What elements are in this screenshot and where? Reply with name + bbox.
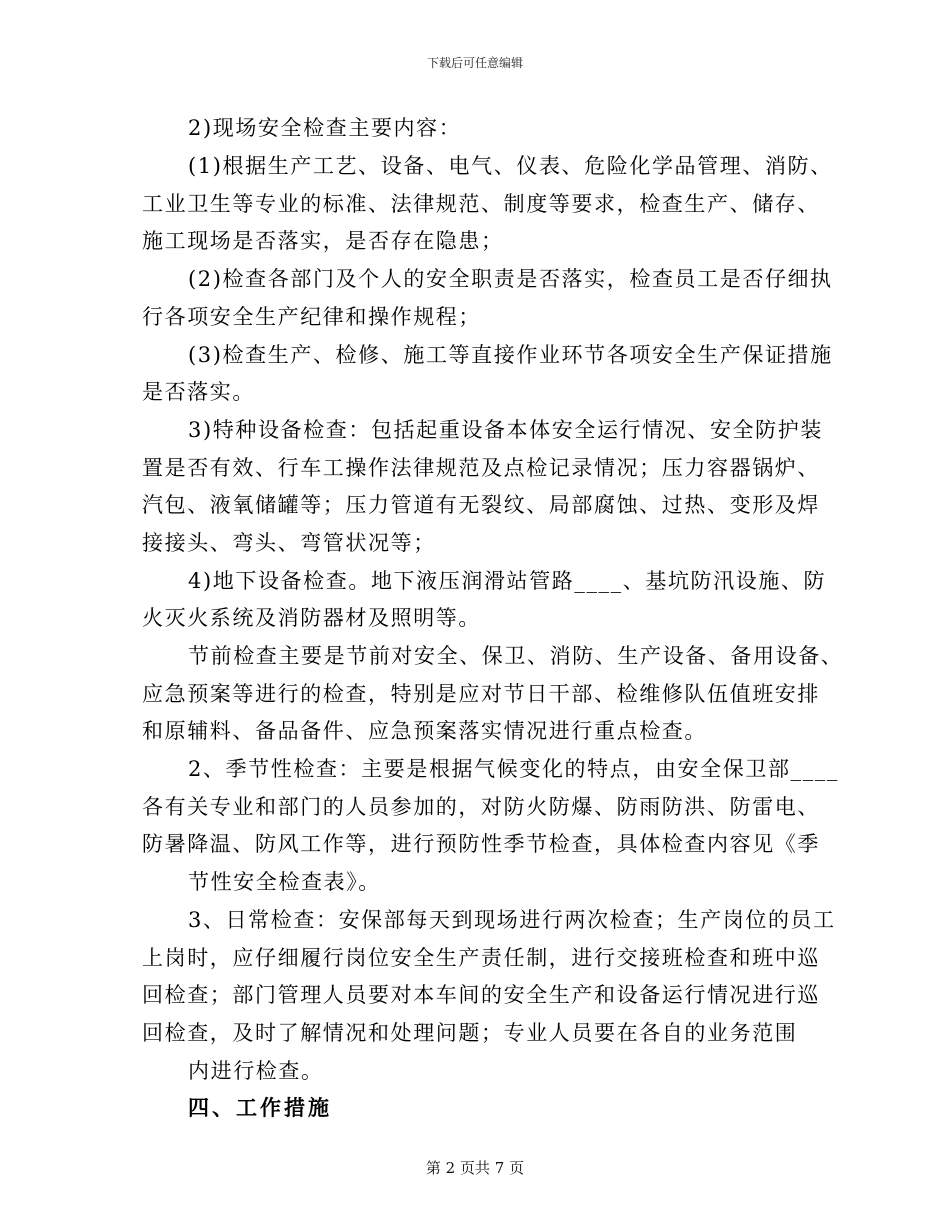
text-line: 接接头、弯头、弯管状况等； — [142, 531, 436, 555]
text-line: 行各项安全生产纪律和操作规程； — [142, 305, 481, 329]
text-line: 节性安全检查表》。 — [188, 870, 381, 894]
text-line: 2、季节性检查：主要是根据气候变化的特点，由安全保卫部____ — [188, 757, 839, 781]
text-line: 各有关专业和部门的人员参加的，对防火防爆、防雨防洪、防雷电、 — [142, 795, 820, 819]
text-line: 工业卫生等专业的标准、法律规范、制度等要求，检查生产、储存、 — [142, 192, 820, 216]
text-line: 节前检查主要是节前对安全、保卫、消防、生产设备、备用设备、 — [188, 644, 844, 668]
text-line: 内进行检查。 — [188, 1059, 324, 1083]
text-line: 4)地下设备检查。地下液压润滑站管路____、基坑防汛设施、防 — [188, 569, 827, 593]
text-line: 应急预案等进行的检查，特别是应对节日干部、检维修队伍值班安排 — [142, 682, 820, 706]
text-line: 3、日常检查：安保部每天到现场进行两次检查；生产岗位的员工 — [188, 908, 836, 932]
text-line: 上岗时，应仔细履行岗位安全生产责任制，进行交接班检查和班中巡 — [142, 946, 820, 970]
section-heading: 四、工作措施 — [188, 1096, 332, 1120]
text-line: 2)现场安全检查主要内容： — [188, 116, 462, 140]
text-line: 防暑降温、防风工作等，进行预防性季节检查，具体检查内容见《季 — [142, 832, 820, 856]
text-line: 施工现场是否落实，是否存在隐患； — [142, 229, 504, 253]
text-line: 回检查；部门管理人员要对本车间的安全生产和设备运行情况进行巡 — [142, 983, 820, 1007]
text-line: 3)特种设备检查：包括起重设备本体安全运行情况、安全防护装 — [188, 418, 823, 442]
text-line: 汽包、液氧储罐等；压力管道有无裂纹、局部腐蚀、过热、变形及焊 — [142, 493, 820, 517]
page-footer: 第 2 页共 7 页 — [425, 1159, 525, 1177]
text-line: (1)根据生产工艺、设备、电气、仪表、危险化学品管理、消防、 — [188, 154, 833, 178]
text-line: (2)检查各部门及个人的安全职责是否落实，检查员工是否仔细执 — [188, 267, 833, 291]
text-line: 和原辅料、备品备件、应急预案落实情况进行重点检查。 — [142, 719, 707, 743]
text-line: 火灭火系统及消防器材及照明等。 — [142, 606, 481, 630]
text-line: 回检查，及时了解情况和处理问题；专业人员要在各自的业务范围 — [142, 1021, 798, 1045]
text-line: 置是否有效、行车工操作法律规范及点检记录情况；压力容器锅炉、 — [142, 456, 820, 480]
page-header: 下载后可任意编辑 — [426, 56, 523, 70]
text-line: 是否落实。 — [142, 380, 255, 404]
text-line: (3)检查生产、检修、施工等直接作业环节各项安全生产保证措施 — [188, 343, 833, 367]
